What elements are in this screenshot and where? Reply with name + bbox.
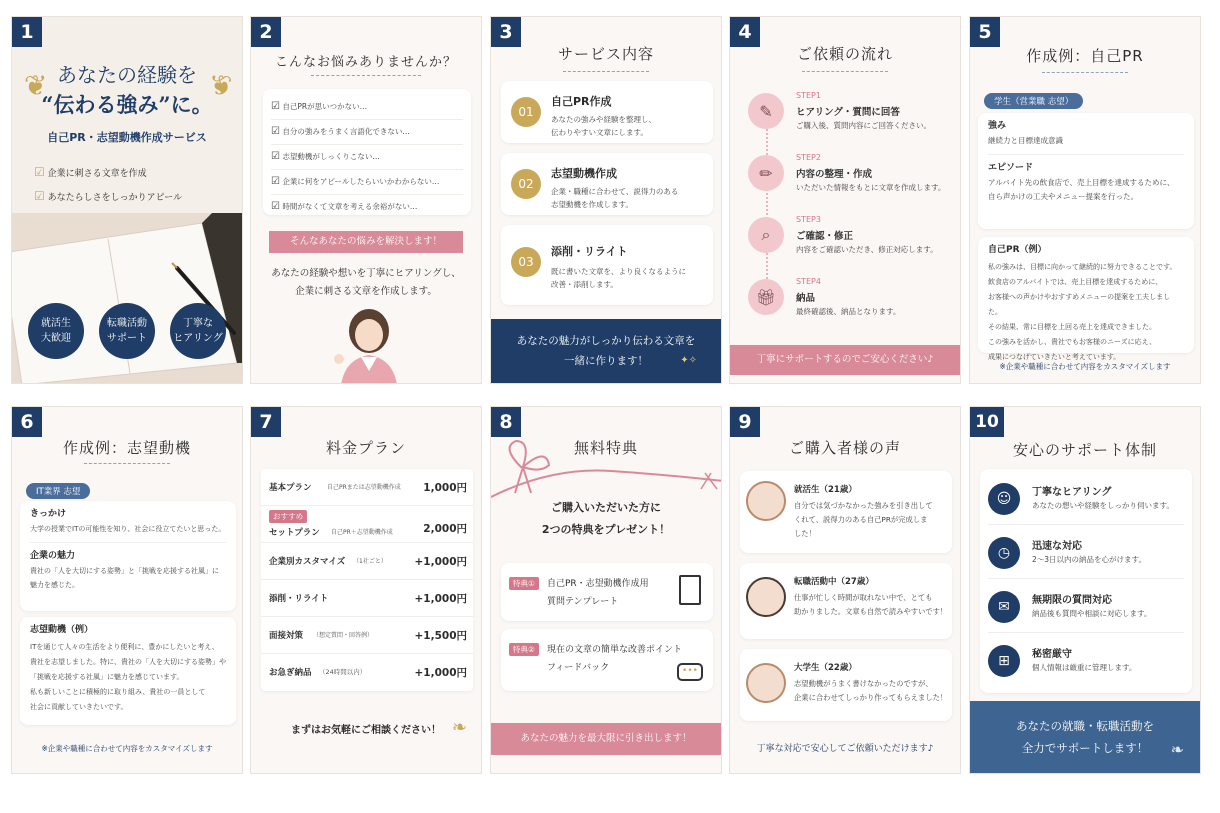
service-item-motivation (501, 153, 713, 215)
card-3 (490, 16, 722, 384)
review-1 (740, 471, 952, 553)
support-item (988, 637, 1184, 687)
magnifier-icon: ⌕ (748, 217, 784, 253)
gift-lead-2: 2つの特典をプレゼント！ (541, 523, 671, 536)
price-row (261, 469, 473, 506)
price-row (261, 617, 473, 654)
plan-name: 企業別カスタマイズ (269, 557, 346, 567)
step-desc: 最終確認後、納品となります。 (796, 307, 901, 316)
divider (988, 154, 1184, 155)
plan-price: +1,000円 (414, 667, 467, 679)
example-line: 成果につなげていきたいと考えています。 (988, 353, 1121, 361)
mail-icon: ✉ (988, 591, 1020, 623)
card-number: 4 (730, 17, 760, 47)
card-title: こんなお悩みありませんか？ (274, 55, 457, 70)
gift-text: 現在の文章の簡単な改善ポイント フィードバック (547, 645, 683, 673)
card-8 (490, 406, 722, 774)
reassurance-banner: 丁寧にサポートするのでご安心ください♪ (730, 345, 960, 375)
solve-banner: そんなあなたの悩みを解決します！ (269, 231, 463, 253)
review-text: 仕事が忙しく時間が取れない中で、とても 助かりました。文章も自然で読みやすいです！ (794, 593, 948, 616)
badge-career-change: 転職活動 サポート (99, 303, 155, 359)
plan-sub: （1社ごと） (353, 558, 387, 565)
service-item-rewrite (501, 225, 713, 305)
check-list (34, 165, 182, 206)
service-desc: あなたの強みや経験を整理し、 伝わりやすい文章にします。 (551, 115, 656, 137)
step-name: ヒアリング・質問に回答 (796, 107, 900, 118)
support-desc: 2〜3日以内の納品を心がけます。 (1032, 555, 1146, 564)
support-item (988, 583, 1184, 633)
card-10 (969, 406, 1201, 774)
example-full-text (20, 617, 236, 725)
card-title: 作成例：自己PR (1026, 47, 1144, 65)
document-icon (679, 575, 701, 605)
service-desc: 企業・職種に合わせて、説得力のある 志望動機を作成します。 (551, 187, 679, 209)
plan-name: 面接対策 (269, 631, 304, 641)
support-name: 迅速な対応 (1032, 541, 1082, 552)
service-desc: 既に書いた文章を、より良くなるように 改善・添削します。 (551, 267, 686, 289)
card-number: 10 (970, 407, 1004, 437)
step-desc: いただいた情報をもとに文章を作成します。 (796, 183, 946, 192)
trust-message: 丁寧な対応で安心してご依頼いただけます♪ (756, 744, 934, 754)
reviewer-name: 転職活動中（27歳） (794, 577, 874, 587)
plan-price: +1,000円 (414, 556, 467, 568)
example-points (20, 501, 236, 611)
card-title: 無料特典 (573, 439, 638, 457)
card-number: 3 (491, 17, 521, 47)
gift-text: 自己PR・志望動機作成用 質問テンプレート (547, 579, 649, 607)
support-name: 丁寧なヒアリング (1032, 487, 1112, 498)
badge-careful-hearing: 丁寧な ヒアリング (170, 303, 226, 359)
service-number-badge: 03 (511, 247, 541, 277)
plan-name: セットプラン (269, 528, 320, 538)
title-underline (311, 75, 421, 76)
gift-icon: ⊞ (988, 645, 1020, 677)
checkbox-icon: ☑ (271, 201, 280, 212)
worry-item: ☑ 自分の強みをうまく言語化できない… (271, 120, 463, 145)
card-4 (729, 16, 961, 384)
badge-students-welcome: 就活生 大歓迎 (28, 303, 84, 359)
support-desc: 個人情報は厳重に管理します。 (1032, 663, 1137, 672)
checkbox-icon: ☑ (271, 151, 280, 162)
gift-item-1 (501, 563, 713, 621)
laurel-left-icon: ❦ (24, 69, 48, 102)
reviewer-name: 大学生（22歳） (794, 663, 857, 673)
card-title: 安心のサポート体制 (1012, 441, 1157, 459)
card-2 (250, 16, 482, 384)
example-line: 貴社を志望しました。特に、貴社の「人を大切にする姿勢」や (30, 658, 226, 666)
card-title: ご依頼の流れ (796, 45, 893, 63)
service-item-self-pr (501, 81, 713, 143)
gift-badge: 特典② (509, 643, 539, 656)
title-underline (802, 71, 888, 72)
step-label: STEP3 (796, 215, 821, 224)
support-item (988, 529, 1184, 579)
together-banner: あなたの魅力がしっかり伝わる文章を 一緒に作ります！ ✦✧ (491, 319, 721, 383)
point-text: 大学の授業でITの可能性を知り、社会に役立てたいと思った。 (30, 525, 226, 533)
review-2 (740, 563, 952, 639)
title-underline (563, 71, 649, 72)
support-desc: 納品後も質問や相談に対応します。 (1032, 609, 1152, 618)
checkbox-icon: ☑ (271, 101, 280, 112)
service-name: 自己PR作成 (551, 95, 612, 108)
solution-text-2: 企業に刺さる文章を作成します。 (295, 286, 437, 297)
worry-item: ☑ 時間がなくて文章を考える余裕がない… (271, 201, 418, 212)
worry-item: ☑ 企業に何をアピールしたらいいかわからない… (271, 170, 463, 195)
card-number: 6 (12, 407, 42, 437)
woman-illustration (331, 307, 407, 384)
point-heading: エピソード (988, 163, 1034, 173)
review-text: 志望動機がうまく書けなかったのですが、 企業に合わせてしっかり作ってもらえました！ (794, 679, 948, 702)
example-line: その結果、常に目標を上回る売上を達成できました。 (988, 323, 1156, 331)
checkbox-icon: ☑ (271, 176, 280, 187)
check-item: ☑ 企業に刺さる文章を作成 (34, 165, 147, 179)
avatar (746, 577, 786, 617)
example-line: お客様への声かけやおすすめメニューの提案を工夫しました。 (988, 293, 1171, 316)
support-name: 秘密厳守 (1032, 649, 1072, 660)
consult-message: まずはお気軽にご相談ください！ (291, 725, 441, 736)
customize-note: ※企業や職種に合わせて内容をカスタマイズします (999, 362, 1171, 371)
main-title-line2: “伝わる強み”に。 (41, 92, 213, 117)
card-title: サービス内容 (557, 45, 654, 63)
card-number: 5 (970, 17, 1000, 47)
step-name: ご確認・修正 (796, 231, 854, 242)
title-underline (1042, 72, 1128, 73)
gift-icon: 🎁︎ (748, 279, 784, 315)
price-row-recommended (261, 506, 473, 543)
point-text: 貴社の「人を大切にする姿勢」と「挑戦を応援する社風」に 魅力を感じた。 (30, 567, 219, 589)
service-subtitle: 自己PR・志望動機作成サービス (47, 131, 207, 144)
plan-sub: 自己PRまたは志望動機作成 (327, 484, 401, 491)
point-heading: 企業の魅力 (30, 551, 76, 561)
card-number: 1 (12, 17, 42, 47)
solution-text-1: あなたの経験や想いを丁寧にヒアリングし、 (271, 268, 461, 279)
example-line: 飲食店のアルバイトでは、売上目標を達成するために、 (988, 278, 1163, 286)
card-1 (11, 16, 243, 384)
example-heading: 自己PR（例） (988, 245, 1047, 255)
price-table (261, 469, 473, 691)
step-4 (740, 273, 952, 329)
checkbox-icon: ☑ (271, 126, 280, 137)
plan-price: 2,000円 (423, 523, 467, 535)
pencil-icon: ✏ (748, 155, 784, 191)
support-name: 無期限の質問対応 (1032, 595, 1112, 606)
price-row (261, 580, 473, 617)
support-desc: あなたの想いや経験をしっかり伺います。 (1032, 501, 1174, 510)
step-name: 納品 (796, 293, 816, 304)
step-label: STEP1 (796, 91, 821, 100)
checkbox-icon: ☑ (34, 189, 45, 203)
step-2 (740, 149, 952, 205)
divider (30, 542, 226, 543)
card-number: 8 (491, 407, 521, 437)
plan-sub: 自己PR＋志望動機作成 (331, 529, 393, 536)
price-row (261, 654, 473, 691)
point-text: 継続力と目標達成意識 (988, 136, 1063, 145)
point-heading: 強み (988, 121, 1007, 131)
card-title: 作成例：志望動機 (62, 439, 191, 457)
support-banner: あなたの就職・転職活動を 全力でサポートします！ ❧ (970, 701, 1200, 773)
example-points (978, 113, 1194, 229)
avatar (746, 663, 786, 703)
main-title-line1: あなたの経験を (57, 63, 197, 87)
gift-lead-1: ご購入いただいた方に (551, 501, 661, 514)
step-label: STEP2 (796, 153, 821, 162)
plan-price: 1,000円 (423, 482, 467, 494)
flow-steps (740, 83, 952, 339)
plan-name: 添削・リライト (269, 594, 329, 604)
leaf-icon: ❧ (451, 717, 467, 738)
example-line: ITを通じて人々の生活をより便利に、豊かにしたいと考え、 (30, 643, 219, 651)
plan-sub: （24時間以内） (319, 668, 367, 676)
plan-name: お急ぎ納品 (269, 668, 312, 678)
service-number-badge: 02 (511, 169, 541, 199)
card-title: ご購入者様の声 (788, 439, 901, 457)
example-full-text (978, 237, 1194, 361)
worry-item: ☑ 志望動機がしっくりこない… (271, 145, 463, 170)
plan-price: +1,500円 (414, 630, 467, 642)
service-name: 志望動機作成 (551, 167, 617, 180)
card-number: 7 (251, 407, 281, 437)
laurel-right-icon: ❦ (208, 69, 232, 102)
example-line: 私も新しいことに積極的に取り組み、貴社の一員として (30, 688, 206, 696)
step-1 (740, 87, 952, 143)
example-heading: 志望動機（例） (30, 625, 94, 635)
leaf-icon: ❧ (1170, 740, 1184, 759)
title-underline (84, 463, 170, 464)
reviewer-name: 就活生（21歳） (794, 485, 857, 495)
point-text: アルバイト先の飲食店で、売上目標を達成するために、 自ら声かけの工夫やメニュー提案を行った。 (988, 178, 1175, 201)
plan-name: 基本プラン (269, 483, 312, 493)
service-number-badge: 01 (511, 97, 541, 127)
gift-badge: 特典① (509, 577, 539, 590)
check-item: ☑ あなたらしさをしっかりアピール (34, 189, 183, 203)
card-7 (250, 406, 482, 774)
sparkle-icon: ✦✧ (680, 355, 697, 366)
card-number: 9 (730, 407, 760, 437)
price-row (261, 543, 473, 580)
point-heading: きっかけ (30, 509, 67, 519)
step-desc: ご購入後、質問内容にご回答ください。 (796, 121, 931, 130)
plan-price: +1,000円 (414, 593, 467, 605)
document-pen-icon: ✎ (748, 93, 784, 129)
avatar (746, 481, 786, 521)
step-desc: 内容をご確認いただき、修正対応します。 (796, 245, 938, 254)
worries-list (263, 89, 471, 215)
plan-sub: （想定質問・回答例） (313, 632, 374, 639)
recommended-badge: おすすめ (269, 510, 307, 523)
support-list (980, 469, 1192, 693)
gift-item-2 (501, 629, 713, 691)
worry-item: ☑ 自己PRが思いつかない… (271, 95, 463, 120)
card-title: 料金プラン (325, 439, 406, 457)
card-9 (729, 406, 961, 774)
example-line: 私の強みは、目標に向かって継続的に努力できることです。 (988, 263, 1177, 271)
checkbox-icon: ☑ (34, 165, 45, 179)
step-label: STEP4 (796, 277, 821, 286)
example-line: 「挑戦を応援する社風」に魅力を感じています。 (30, 673, 184, 681)
maximize-charm-banner: あなたの魅力を最大限に引き出します！ (491, 723, 721, 755)
customize-note: ※企業や職種に合わせて内容をカスタマイズします (41, 744, 213, 753)
chat-bubble-icon: ••• (677, 663, 703, 681)
review-text: 自分では気づかなかった強みを引き出して くれて、説得力のある自己PRが完成しま した！ (794, 501, 933, 538)
clock-icon: ◷ (988, 537, 1020, 569)
step-3 (740, 211, 952, 267)
persona-tag: 学生（営業職 志望） (984, 93, 1083, 109)
example-line: この強みを活かし、貴社でもお客様のニーズに応え、 (988, 338, 1157, 346)
support-item (988, 475, 1184, 525)
card-number: 2 (251, 17, 281, 47)
persona-tag: IT業界 志望 (26, 483, 90, 499)
review-3 (740, 649, 952, 721)
person-icon: ☺ (988, 483, 1020, 515)
example-line: 社会に貢献していきたいです。 (30, 703, 128, 711)
step-name: 内容の整理・作成 (796, 169, 873, 180)
card-5 (969, 16, 1201, 384)
service-name: 添削・リライト (551, 245, 628, 258)
card-6 (11, 406, 243, 774)
